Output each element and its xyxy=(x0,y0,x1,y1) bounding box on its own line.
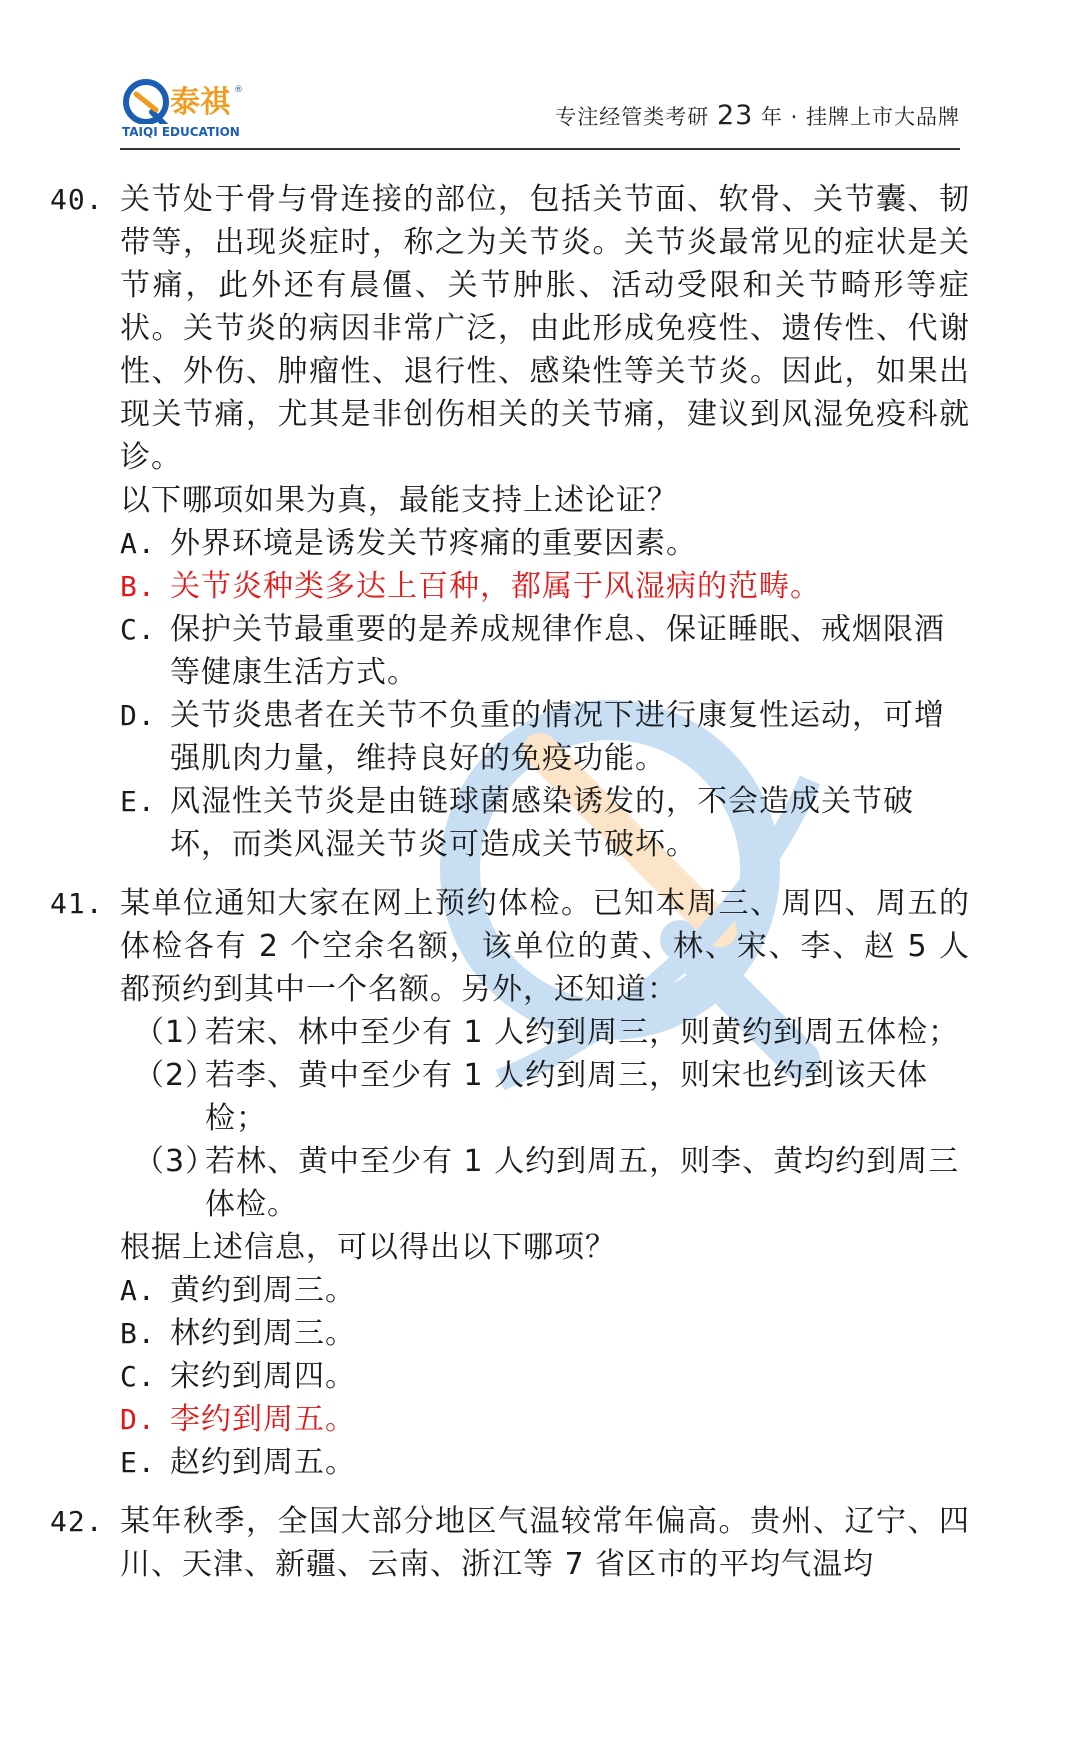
exam-content xyxy=(50,178,970,1602)
question-stem: 某年秋季，全国大部分地区气温较常年偏高。贵州、辽宁、四川、天津、新疆、云南、浙江等 7 省区市的平均气温均 xyxy=(120,1504,970,1582)
question-prompt: 根据上述信息，可以得出以下哪项？ xyxy=(120,1230,616,1265)
option-e[interactable]: E. 风湿性关节炎是由链球菌感染诱发的，不会造成关节破坏，而类风湿关节炎可造成关节破坏。 xyxy=(120,784,914,862)
condition-1: （1） 若宋、林中至少有 1 人约到周三，则黄约到周五体检； xyxy=(134,1015,960,1050)
option-b[interactable]: B. 林约到周三。 xyxy=(120,1316,356,1351)
taiqi-logo xyxy=(120,74,270,142)
question-number: 41. xyxy=(50,887,104,920)
brand-en: TAIQI EDUCATION xyxy=(122,125,240,139)
question-prompt: 以下哪项如果为真，最能支持上述论证？ xyxy=(120,483,678,518)
option-a[interactable]: A. 黄约到周三。 xyxy=(120,1273,356,1308)
question-number: 42. xyxy=(50,1505,104,1538)
option-d[interactable]: D. 关节炎患者在关节不负重的情况下进行康复性运动，可增强肌肉力量，维持良好的免疫功能。 xyxy=(120,698,945,776)
option-c[interactable]: C. 保护关节最重要的是养成规律作息、保证睡眠、戒烟限酒等健康生活方式。 xyxy=(120,612,945,690)
page-header xyxy=(120,70,960,150)
question-41 xyxy=(50,882,970,1484)
option-e[interactable]: E. 赵约到周五。 xyxy=(120,1445,356,1480)
question-42 xyxy=(50,1500,970,1586)
condition-3: （3） 若林、黄中至少有 1 人约到周五，则李、黄均约到周三体检。 xyxy=(134,1144,960,1222)
condition-2: （2） 若李、黄中至少有 1 人约到周三，则宋也约到该天体检； xyxy=(134,1058,929,1136)
question-stem: 关节处于骨与骨连接的部位，包括关节面、软骨、关节囊、韧带等，出现炎症时，称之为关节炎。关节炎最常见的症状是关节痛，此外还有晨僵、关节肿胀、活动受限和关节畸形等症状。关节炎的病因非常广泛，由此形成免疫性、遗传性、代谢性、外伤、肿瘤性、退行性、感染性等关节炎。因此，如果出现关节痛，尤其是非创伤相关的关节痛，建议到风湿免疫科就诊。 xyxy=(120,182,970,475)
option-a[interactable]: A. 外界环境是诱发关节疼痛的重要因素。 xyxy=(120,526,697,561)
question-stem: 某单位通知大家在网上预约体检。已知本周三、周四、周五的体检各有 2 个空余名额，该单位的黄、林、宋、李、赵 5 人都预约到其中一个名额。另外，还知道： xyxy=(120,886,970,1007)
option-c[interactable]: C. 宋约到周四。 xyxy=(120,1359,356,1394)
brand-cn: 泰祺 xyxy=(170,85,230,120)
taiqi-logo-icon xyxy=(120,74,270,142)
question-number: 40. xyxy=(50,183,104,216)
header-slogan: 专注经管类考研 23 年 · 挂牌上市大品牌 xyxy=(555,100,960,131)
svg-text:®: ® xyxy=(234,85,243,95)
option-d[interactable]: D. 李约到周五。 xyxy=(120,1402,356,1437)
option-b[interactable]: B. 关节炎种类多达上百种，都属于风湿病的范畴。 xyxy=(120,569,821,604)
question-40 xyxy=(50,178,970,866)
